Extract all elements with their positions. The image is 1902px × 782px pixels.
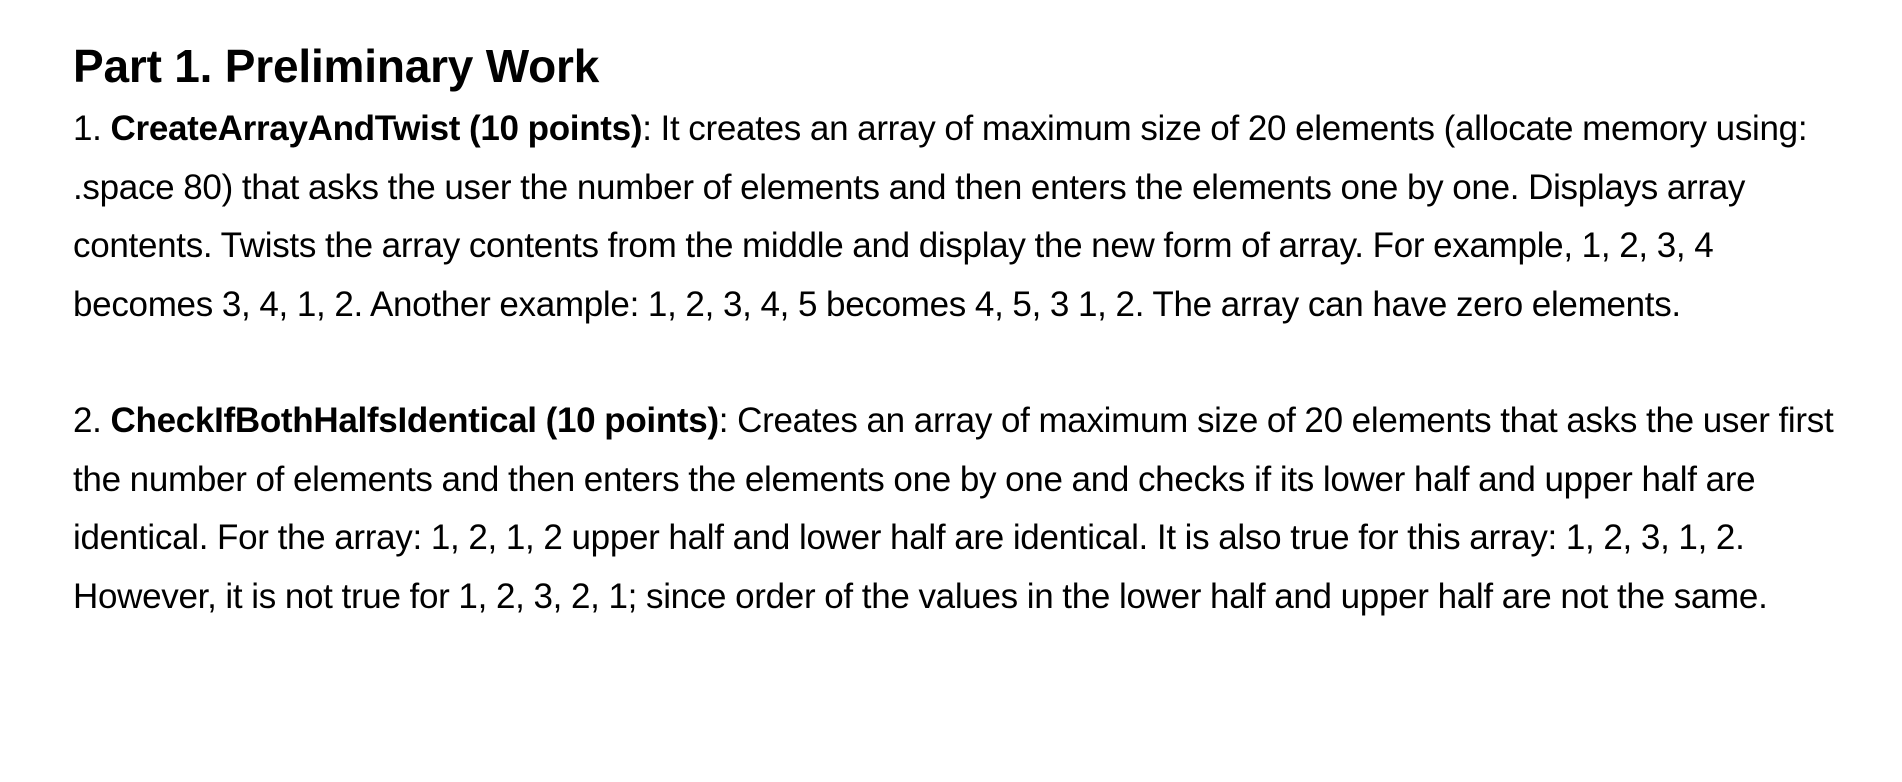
item-body: : It creates an array of maximum size of 20 elements (allocate memory using: .space 80) that asks the user the number of elements and then enters the elements one by one. Displays array contents. Twists the array contents from the middle and display the new form of array. For example, 1, 2, 3, 4 becomes 3, 4, 1, 2. Another example: 1, 2, 3, 4, 5 becomes 4, 5, 3 1, 2. The array can have zero elements. xyxy=(73,109,1808,324)
item-title: CreateArrayAndTwist (10 points) xyxy=(110,109,643,148)
item-title: CheckIfBothHalfsIdentical (10 points) xyxy=(110,401,719,440)
list-item-check-if-both-halfs-identical xyxy=(73,392,1853,626)
item-body: : Creates an array of maximum size of 20 elements that asks the user first the number of elements and then enters the elements one by one and checks if its lower half and upper half are identical. For the array: 1, 2, 1, 2 upper half and lower half are identical. It is also true for this array: 1, 2, 3, 1, 2. However, it is not true for 1, 2, 3, 2, 1; since order of the values in the lower half and upper half are not the same. xyxy=(73,401,1834,616)
page-title: Part 1. Preliminary Work xyxy=(73,40,600,92)
document-page xyxy=(73,38,1853,626)
item-number: 1. xyxy=(73,109,102,148)
item-number: 2. xyxy=(73,401,102,440)
list-item-create-array-and-twist xyxy=(73,100,1853,334)
